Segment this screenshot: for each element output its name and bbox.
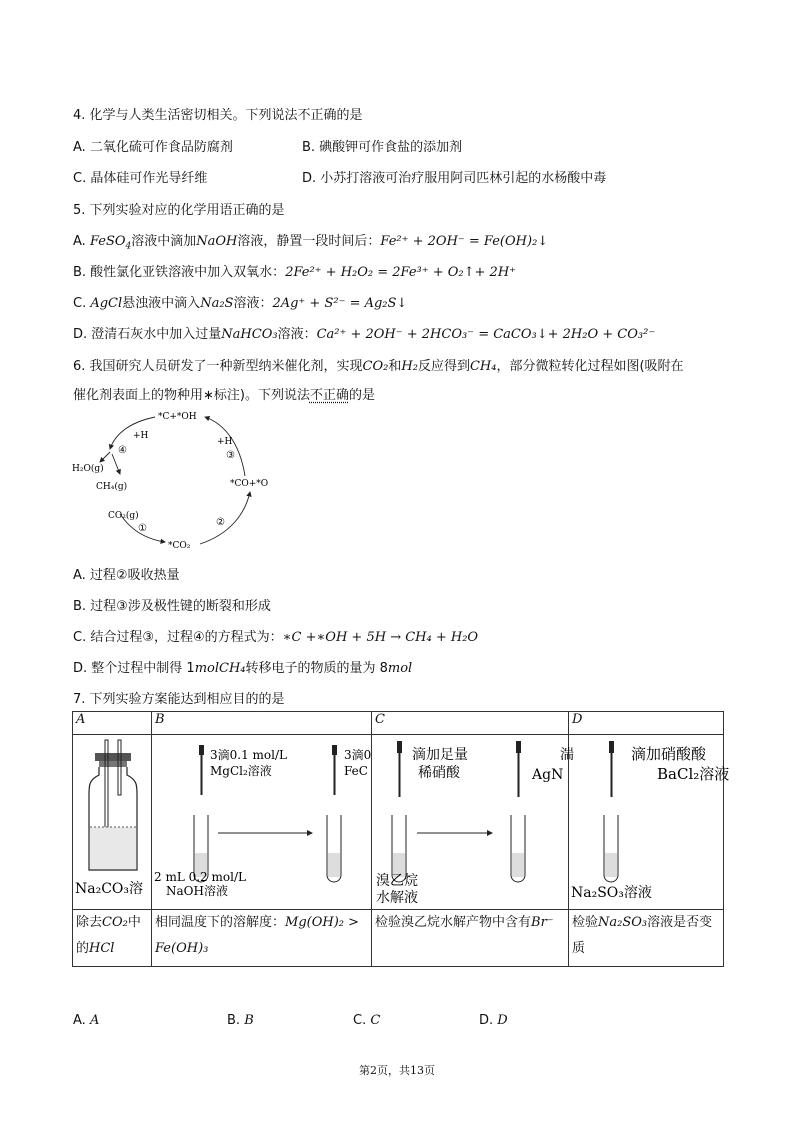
q7-a-prefix: A.	[73, 1013, 90, 1028]
figure-b	[152, 735, 372, 910]
label-circ4: ④	[118, 445, 127, 456]
page-footer: 第2页，共13页	[359, 1064, 435, 1077]
header-c: C	[372, 712, 569, 735]
q7-stem: 7. 下列实验方案能达到相应目的的是	[73, 692, 285, 707]
q4-option-b: B. 碘酸钾可作食盐的添加剂	[302, 140, 463, 155]
q7-option-b	[227, 1013, 254, 1028]
q6-ch4: CH₄	[469, 359, 497, 374]
q6-c-equation: ∗C +∗OH + 5H → CH₄ + H₂O	[282, 630, 479, 645]
q5-c-na2s: Na₂S	[200, 296, 234, 311]
desc-d-text2: 溶液是否变质	[572, 915, 713, 956]
label-circ1: ①	[138, 523, 147, 534]
b-bottom-a: 2 mL 0.2 mol/L	[154, 870, 246, 884]
arrow-ch4	[112, 454, 120, 474]
desc-c	[372, 910, 569, 967]
label-h-right: +H	[217, 437, 233, 447]
q6-stem-part: ，部分微粒转化过程如图(吸附在	[496, 359, 684, 374]
q7-c-letter: C	[370, 1013, 381, 1028]
c-bottom-a: 溴乙烷	[376, 873, 418, 889]
label-circ3: ③	[226, 450, 235, 461]
q5-b-text: B. 酸性氯化亚铁溶液中加入双氧水：	[73, 265, 286, 280]
q5-d-text: D. 澄清石灰水中加入过量	[73, 327, 222, 342]
desc-a-co2: CO₂	[102, 915, 128, 930]
q6-stem-part: 反应得到	[417, 359, 470, 374]
q5-b-equation: 2Fe²⁺ + H₂O₂ = 2Fe³⁺ + O₂↑+ 2H⁺	[285, 265, 517, 280]
q5-option-b	[73, 261, 516, 280]
gas-washing-bottle	[73, 735, 152, 905]
q4-option-c: C. 晶体硅可作光导纤维	[73, 171, 208, 186]
label-bottom: *CO₂	[168, 541, 191, 551]
q4-option-d: D. 小苏打溶液可治疗服用阿司匹林引起的水杨酸中毒	[302, 171, 607, 186]
desc-a	[73, 910, 152, 967]
figure-a	[73, 735, 152, 910]
q4-option-a: A. 二氧化硫可作食品防腐剂	[73, 140, 233, 155]
c-drop2a: 湍	[560, 747, 574, 763]
q5-c-prefix: C.	[73, 296, 91, 311]
q6-stem-part: 的是	[348, 388, 375, 403]
d-drop-a: 滴加硝酸酸	[631, 745, 707, 763]
q6-d-mol: mol	[387, 661, 413, 676]
q6-option-d	[73, 657, 412, 676]
desc-b	[152, 910, 372, 967]
desc-c-br: Br⁻	[531, 915, 554, 930]
figure-b-diagram	[152, 735, 372, 905]
q5-c-text: 溶液：	[233, 296, 273, 311]
q4-stem: 4. 化学与人类生活密切相关。下列说法不正确的是	[73, 108, 363, 123]
q6-stem-line2	[73, 384, 375, 403]
c-drop1a: 滴加足量	[412, 747, 468, 763]
q5-a-naoh: NaOH	[196, 234, 238, 249]
b-drop2a: 3滴0	[344, 748, 372, 762]
q7-b-letter: B	[244, 1013, 254, 1028]
label-co2g: CO₂(g)	[108, 511, 139, 521]
label-na2co3: Na₂CO₃溶	[75, 881, 144, 897]
q7-option-d	[479, 1013, 508, 1028]
q5-d-equation: Ca²⁺ + 2OH⁻ + 2HCO₃⁻ = CaCO₃↓+ 2H₂O + CO₃²⁻	[316, 327, 656, 342]
c-bottom-b: 水解液	[376, 890, 418, 906]
q6-stem-part: 6. 我国研究人员研发了一种新型纳米催化剂，实现	[73, 359, 363, 374]
arc-bottom-right	[200, 492, 250, 544]
q6-co2: CO₂	[362, 359, 389, 374]
header-a: A	[73, 712, 152, 735]
q6-emphasis: 不正确	[309, 388, 349, 403]
d-bottom: Na₂SO₃溶液	[571, 885, 652, 901]
q6-stem-part: 催化剂表面上的物种用∗标注)。下列说法	[73, 388, 310, 403]
b-bottom-b: NaOH溶液	[166, 884, 228, 898]
q6-h2: H₂	[401, 359, 418, 374]
label-co-o: *CO+*O	[230, 479, 269, 489]
c-drop1b: 稀硝酸	[418, 765, 460, 781]
label-top: *C+*OH	[158, 412, 197, 422]
figure-d	[569, 735, 730, 910]
desc-b-feoh3: Fe(OH)₃	[155, 941, 209, 956]
desc-a-hcl: HCl	[89, 941, 115, 956]
b-drop1b: MgCl₂溶液	[210, 764, 272, 778]
q5-d-text2: 溶液：	[277, 327, 317, 342]
q5-a-prefix: A.	[73, 234, 90, 249]
q7-b-prefix: B.	[227, 1013, 245, 1028]
q6-stem-line1	[73, 355, 684, 374]
figure-c	[372, 735, 574, 910]
q5-a-mid: 溶液中滴加	[131, 234, 197, 249]
desc-c-text: 检验溴乙烷水解产物中含有	[375, 915, 532, 930]
q7-option-a	[73, 1013, 99, 1028]
q6-option-b: B. 过程③涉及极性键的断裂和形成	[73, 599, 271, 614]
label-ch4: CH₄(g)	[96, 482, 128, 492]
desc-b-text: 相同温度下的溶解度：	[155, 915, 286, 930]
q5-option-c	[73, 292, 407, 311]
q6-d-text: D. 整个过程中制得 1	[73, 661, 195, 676]
figure-c-diagram	[372, 735, 574, 906]
q7-a-letter: A	[89, 1013, 100, 1028]
q7-d-prefix: D.	[479, 1013, 498, 1028]
label-circ2: ②	[216, 517, 225, 528]
q6-option-a: A. 过程②吸收热量	[73, 568, 180, 583]
q6-d-text2: 转移电子的物质的量为 8	[245, 661, 388, 676]
header-d: D	[569, 712, 724, 735]
d-drop-b: BaCl₂溶液	[657, 765, 730, 783]
q6-d-mol-ch4: molCH₄	[194, 661, 246, 676]
q6-cycle-diagram	[70, 404, 285, 556]
q6-option-c	[73, 626, 478, 645]
b-drop1a: 3滴0.1 mol/L	[210, 748, 287, 762]
q6-c-text: C. 结合过程③，过程④的方程式为：	[73, 630, 283, 645]
q5-a-equation: Fe²⁺ + 2OH⁻ = Fe(OH)₂↓	[380, 234, 549, 249]
q5-option-a	[73, 230, 548, 252]
label-h2o: H₂O(g)	[72, 464, 104, 474]
figure-d-diagram	[569, 735, 730, 905]
desc-d-na2so3: Na₂SO₃	[598, 915, 648, 930]
desc-b-mgoh2: Mg(OH)₂ >	[285, 915, 360, 930]
q5-c-mid: 悬浊液中滴入	[122, 296, 201, 311]
b-drop2b: FeC	[344, 764, 368, 778]
desc-a-text2: 中的	[76, 915, 141, 956]
q5-d-nahco3: NaHCO₃	[221, 327, 278, 342]
q5-stem: 5. 下列实验对应的化学用语正确的是	[73, 203, 285, 218]
arrow-h2o	[100, 452, 110, 462]
q5-c-equation: 2Ag⁺ + S²⁻ = Ag₂S↓	[272, 296, 408, 311]
q5-c-agcl: AgCl	[90, 296, 123, 311]
header-b: B	[152, 712, 372, 735]
q7-d-letter: D	[497, 1013, 508, 1028]
q7-c-prefix: C.	[353, 1013, 371, 1028]
q7-experiment-table	[72, 711, 730, 967]
desc-d	[569, 910, 724, 967]
c-drop2b: AgN	[532, 767, 564, 783]
q7-option-c	[353, 1013, 380, 1028]
desc-a-text: 除去	[76, 915, 103, 930]
label-h-left: +H	[133, 431, 149, 441]
q5-option-d	[73, 323, 655, 342]
desc-d-text: 检验	[572, 915, 599, 930]
q5-a-text: 溶液，静置一段时间后：	[237, 234, 381, 249]
q5-a-formula: FeSO$_4$	[89, 234, 132, 252]
q6-stem-part: 和	[388, 359, 402, 374]
